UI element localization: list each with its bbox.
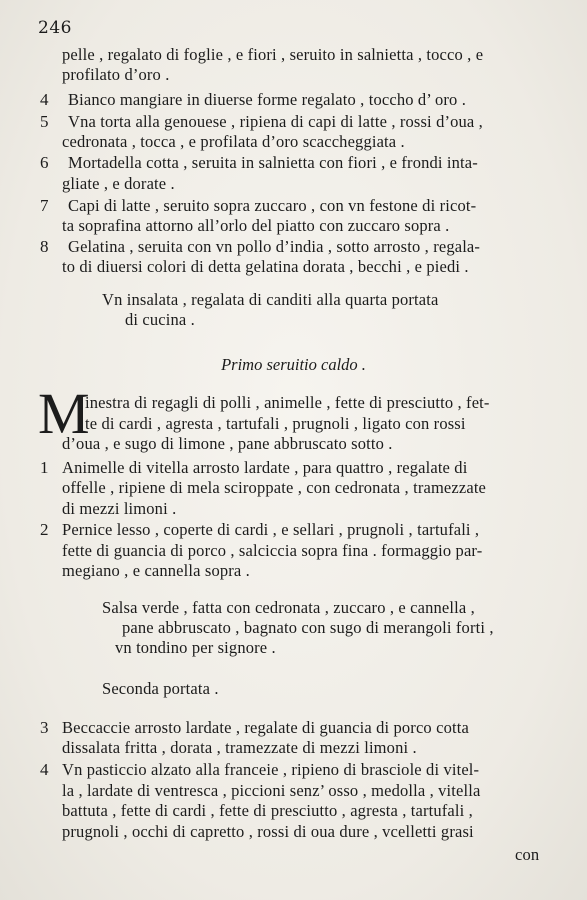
text-line: dissalata fritta , dorata , tramezzate di mezzi limoni .: [62, 738, 417, 757]
item-number: 3: [40, 718, 49, 737]
text-line: Bianco mangiare in diuerse forme regalato , toccho d’ oro .: [68, 90, 466, 109]
text-line: megiano , e cannella sopra .: [62, 561, 250, 580]
text-line: vn tondino per signore .: [115, 638, 276, 657]
item-number: 4: [40, 760, 49, 779]
text-line: Animelle di vitella arrosto lardate , para quattro , regalate di: [62, 458, 468, 477]
catchword: con: [515, 845, 540, 864]
text-line: inestra di regagli di polli , animelle , fette di presciutto , fet-: [85, 393, 490, 412]
text-line: Gelatina , seruita con vn pollo d’india , sotto arrosto , regala-: [68, 237, 481, 256]
page-number: 246: [38, 18, 72, 38]
drop-cap: M: [38, 381, 90, 446]
section-heading: Primo seruitio caldo .: [221, 355, 366, 374]
item-number: 5: [40, 112, 49, 131]
text-line: battuta , fette di cardi , fette di presciutto , agresta , tartufali ,: [62, 801, 473, 820]
text-line: ta soprafina attorno all’orlo del piatto con zuccaro sopra .: [62, 216, 450, 235]
text-line: d’oua , e sugo di limone , pane abbruscato sotto .: [62, 434, 393, 453]
item-number: 4: [40, 90, 49, 109]
section-heading: Seconda portata .: [102, 679, 219, 698]
text-line: prugnoli , occhi di capretto , rossi di oua dure , vcelletti grasi: [62, 822, 474, 841]
text-line: di mezzi limoni .: [62, 499, 177, 518]
text-line: te di cardi , agresta , tartufali , prugnoli , ligato con rossi: [85, 414, 466, 433]
text-line: Pernice lesso , coperte di cardi , e sellari , prugnoli , tartufali ,: [62, 520, 480, 539]
text-line: fette di guancia di porco , salciccia sopra fina . formaggio par-: [62, 541, 483, 560]
text-line: Mortadella cotta , seruita in salnietta con fiori , e frondi inta-: [68, 153, 478, 172]
item-number: 2: [40, 520, 49, 539]
text-line: Capi di latte , seruito sopra zuccaro , con vn festone di ricot-: [68, 196, 477, 215]
text-line: Vn pasticcio alzato alla franceie , ripieno di brasciole di vitel-: [62, 760, 480, 779]
item-number: 8: [40, 237, 49, 256]
text-line: gliate , e dorate .: [62, 174, 175, 193]
item-number: 7: [40, 196, 49, 215]
text-line: to di diuersi colori di detta gelatina dorata , becchi , e piedi .: [62, 257, 469, 276]
text-line: Vna torta alla genouese , ripiena di capi di latte , rossi d’oua ,: [68, 112, 483, 131]
text-line: di cucina .: [125, 310, 195, 329]
text-line: profilato d’oro .: [62, 65, 170, 84]
text-line: Vn insalata , regalata di canditi alla quarta portata: [102, 290, 439, 309]
item-number: 6: [40, 153, 49, 172]
text-line: la , lardate di ventresca , piccioni senz’ osso , medolla , vitella: [62, 781, 481, 800]
text-line: pane abbruscato , bagnato con sugo di merangoli forti ,: [122, 618, 494, 637]
text-line: cedronata , tocca , e profilata d’oro scaccheggiata .: [62, 132, 405, 151]
text-line: Salsa verde , fatta con cedronata , zuccaro , e cannella ,: [102, 598, 475, 617]
item-number: 1: [40, 458, 49, 477]
text-line: offelle , ripiene di mela sciroppate , con cedronata , tramezzate: [62, 478, 487, 497]
text-line: Beccaccie arrosto lardate , regalate di guancia di porco cotta: [62, 718, 469, 737]
text-line: pelle , regalato di foglie , e fiori , seruito in salnietta , tocco , e: [62, 45, 484, 64]
